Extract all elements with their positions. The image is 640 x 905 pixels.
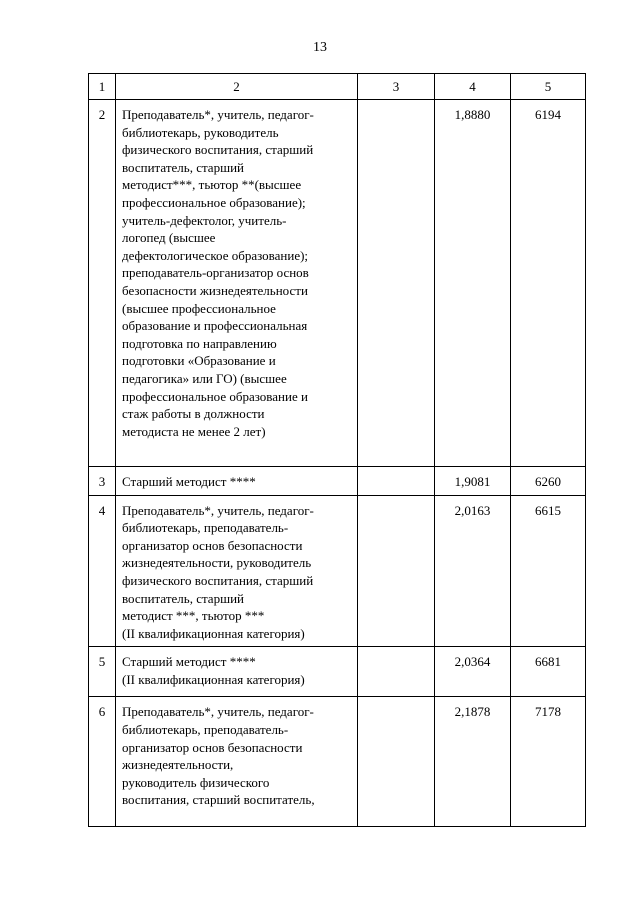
coefficient-cell [435,467,511,496]
row-number: 6 [98,704,106,720]
header-cell-4: 4 [435,74,511,100]
column-3-value [358,100,434,110]
coefficient-value: 1,8880 [454,107,491,122]
coefficient-value: 1,9081 [454,474,491,489]
column-3-cell [358,647,435,697]
row-number-cell [89,467,116,496]
position-description: Преподаватель*, учитель, педагог- библиотекарь, преподаватель- организатор основ безопасности жизнедеятельности, руководитель физического воспитания, старший воспитатель, старший методист ***, тьютор *** (II квалификационная категория) [122,502,314,641]
description-cell [116,647,358,697]
position-description: Старший методист **** [122,474,256,489]
row-number: 3 [98,474,106,489]
salary-table [88,73,586,827]
table-row [89,647,586,697]
column-3-value [358,697,434,707]
table-row [89,495,586,647]
amount-cell [511,647,586,697]
coefficient-cell [435,697,511,827]
position-description: Преподаватель*, учитель, педагог- библиотекарь, преподаватель- организатор основ безопасности жизнедеятельности, руководитель физического воспитания, старший воспитатель, [122,704,315,808]
row-number-cell [89,100,116,467]
amount-value: 6194 [535,107,561,122]
column-3-cell [358,467,435,496]
table-row [89,467,586,496]
coefficient-cell [435,495,511,647]
row-number: 5 [98,654,106,670]
row-number-cell [89,697,116,827]
amount-value: 6681 [535,654,561,670]
column-3-cell [358,495,435,647]
header-cell-1: 1 [89,74,116,100]
amount-cell [511,697,586,827]
table-row [89,697,586,827]
coefficient-value: 2,0364 [454,654,491,670]
amount-cell [511,495,586,647]
table-row [89,100,586,467]
position-description: Старший методист **** (II квалификационная категория) [122,654,305,687]
description-cell [116,495,358,647]
amount-value: 6260 [535,474,561,489]
table-header-row [89,74,586,100]
amount-cell [511,100,586,467]
row-number-cell [89,647,116,697]
header-cell-2: 2 [116,74,358,100]
amount-value: 7178 [535,704,561,720]
column-3-value [358,467,434,477]
coefficient-value: 2,1878 [454,704,491,720]
header-cell-3: 3 [358,74,435,100]
description-cell [116,467,358,496]
row-number-cell [89,495,116,647]
column-3-value [358,647,434,657]
column-3-cell [358,100,435,467]
column-3-value [358,496,434,506]
description-cell [116,697,358,827]
column-3-cell [358,697,435,827]
row-number: 2 [98,107,106,122]
page-number: 13 [313,40,327,55]
coefficient-cell [435,100,511,467]
coefficient-cell [435,647,511,697]
header-cell-5: 5 [511,74,586,100]
amount-cell [511,467,586,496]
row-number: 4 [98,502,106,518]
position-description: Преподаватель*, учитель, педагог- библиотекарь, руководитель физического воспитания, старший воспитатель, старший методист***, тьютор **(высшее профессиональное образование); учитель-дефектолог, учитель- логопед (высшее дефектологическое образование); преподаватель-организатор основ безопасности жизнедеятельности (высшее профессиональное образование и профессиональная подготовка по направлению подготовки «Образование и педагогика» или ГО) (высшее профессиональное образование и стаж работы в должности методиста не менее 2 лет) [122,107,314,439]
coefficient-value: 2,0163 [454,502,491,518]
description-cell [116,100,358,467]
amount-value: 6615 [535,502,561,518]
